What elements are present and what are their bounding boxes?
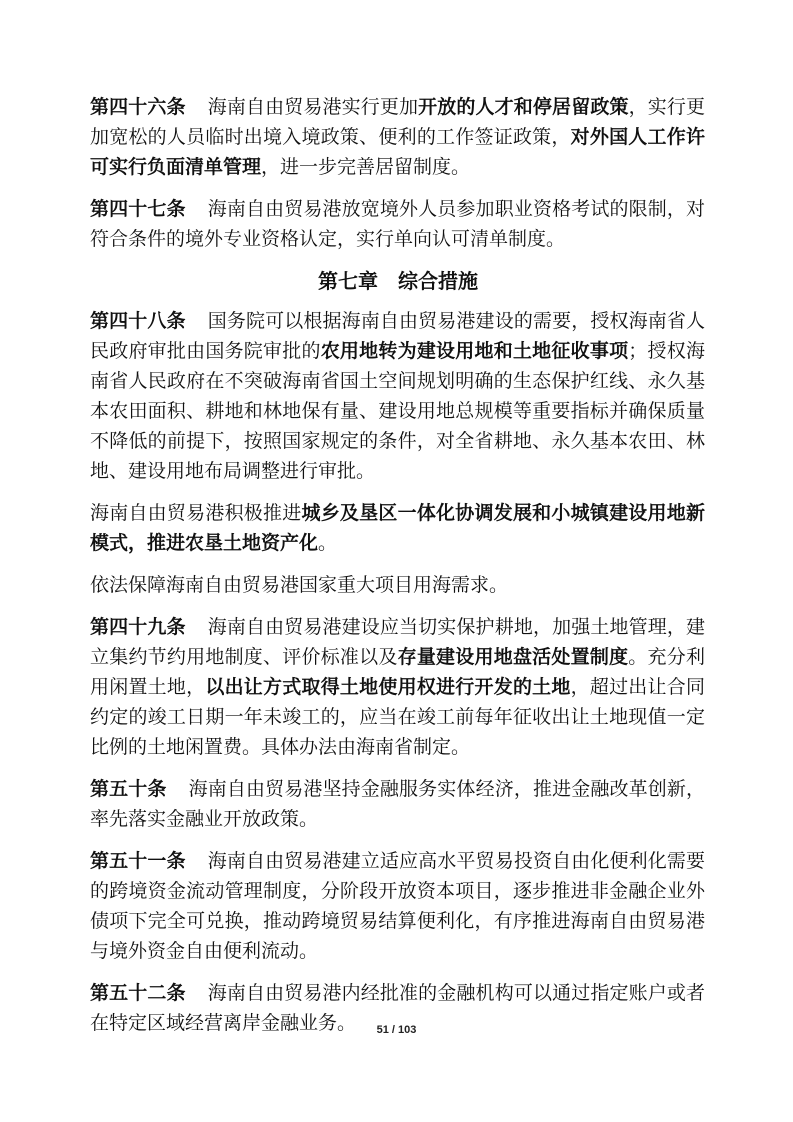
body-text: 。充分利用闲置土地， (90, 646, 705, 698)
emphasized-text: 对外国人工作许可实行负面清单管理 (90, 126, 705, 178)
body-text: ；授权海南省人民政府在不突破海南省国土空间规划明确的生态保护红线、永久基本农田面积、耕地和林地保有量、建设用地总规模等重要指标并确保质量不降低的前提下，按照国家规定的条件，对全省耕地、永久基本农田、林地、建设用地布局调整进行审批。 (90, 340, 705, 482)
emphasized-text: 城乡及垦区一体化协调发展和小城镇建设用地新模式，推进农垦土地资产化 (90, 502, 705, 554)
article-number: 第五十一条 (90, 850, 186, 872)
body-text: 海南自由贸易港建立适应高水平贸易投资自由化便利化需要的跨境资金流动管理制度，分阶段开放资本项目，逐步推进非金融企业外债项下完全可兑换，推动跨境贸易结算便利化，有序推进海南自由贸易港与境外资金自由便利流动。 (90, 850, 705, 962)
body-text: 海南自由贸易港建设应当切实保护耕地，加强土地管理，建立集约节约用地制度、评价标准以及 (90, 616, 705, 668)
article-number: 第四十九条 (90, 616, 186, 638)
body-text: 海南自由贸易港坚持金融服务实体经济，推进金融改革创新，率先落实金融业开放政策。 (90, 778, 705, 830)
article-paragraph (90, 92, 705, 182)
body-text: 依法保障海南自由贸易港国家重大项目用海需求。 (90, 574, 509, 596)
body-text: 国务院可以根据海南自由贸易港建设的需要，授权海南省人民政府审批由国务院审批的 (90, 310, 705, 362)
body-text: 。 (318, 532, 338, 554)
body-text: 海南自由贸易港积极推进 (90, 502, 302, 524)
body-text: 海南自由贸易港放宽境外人员参加职业资格考试的限制，对符合条件的境外专业资格认定，实行单向认可清单制度。 (90, 198, 705, 250)
article-number: 第四十七条 (90, 198, 186, 220)
body-text: 海南自由贸易港内经批准的金融机构可以通过指定账户或者在特定区域经营离岸金融业务。 (90, 982, 705, 1034)
article-number: 第五十二条 (90, 982, 186, 1004)
paragraph (90, 570, 705, 600)
emphasized-text: 存量建设用地盘活处置制度 (397, 646, 629, 668)
paragraph (90, 498, 705, 558)
article-number: 第四十八条 (90, 310, 186, 332)
article-paragraph (90, 846, 705, 966)
body-text: ，超过出让合同约定的竣工日期一年未竣工的，应当在竣工前每年征收出让土地现值一定比例的土地闲置费。具体办法由海南省制定。 (90, 676, 705, 758)
body-text: 海南自由贸易港实行更加 (207, 96, 419, 118)
article-paragraph (90, 774, 705, 834)
emphasized-text: 开放的人才和停居留政策 (418, 96, 629, 118)
articles-before-chapter (90, 92, 705, 254)
article-number: 第五十条 (90, 778, 167, 800)
emphasized-text: 以出让方式取得土地使用权进行开发的土地 (205, 676, 571, 698)
document-page (90, 92, 705, 1050)
emphasized-text: 农用地转为建设用地和土地征收事项 (320, 340, 629, 362)
body-text: ，进一步完善居留制度。 (261, 156, 471, 178)
article-paragraph (90, 194, 705, 254)
body-text: ，实行更加宽松的人员临时出境入境政策、便利的工作签证政策， (90, 96, 705, 148)
chapter-heading: 第七章 综合措施 (318, 269, 478, 293)
page-number: 51 / 103 (376, 1024, 417, 1036)
article-paragraph (90, 612, 705, 762)
articles-after-chapter (90, 306, 705, 1038)
article-paragraph (90, 306, 705, 486)
article-number: 第四十六条 (90, 96, 186, 118)
